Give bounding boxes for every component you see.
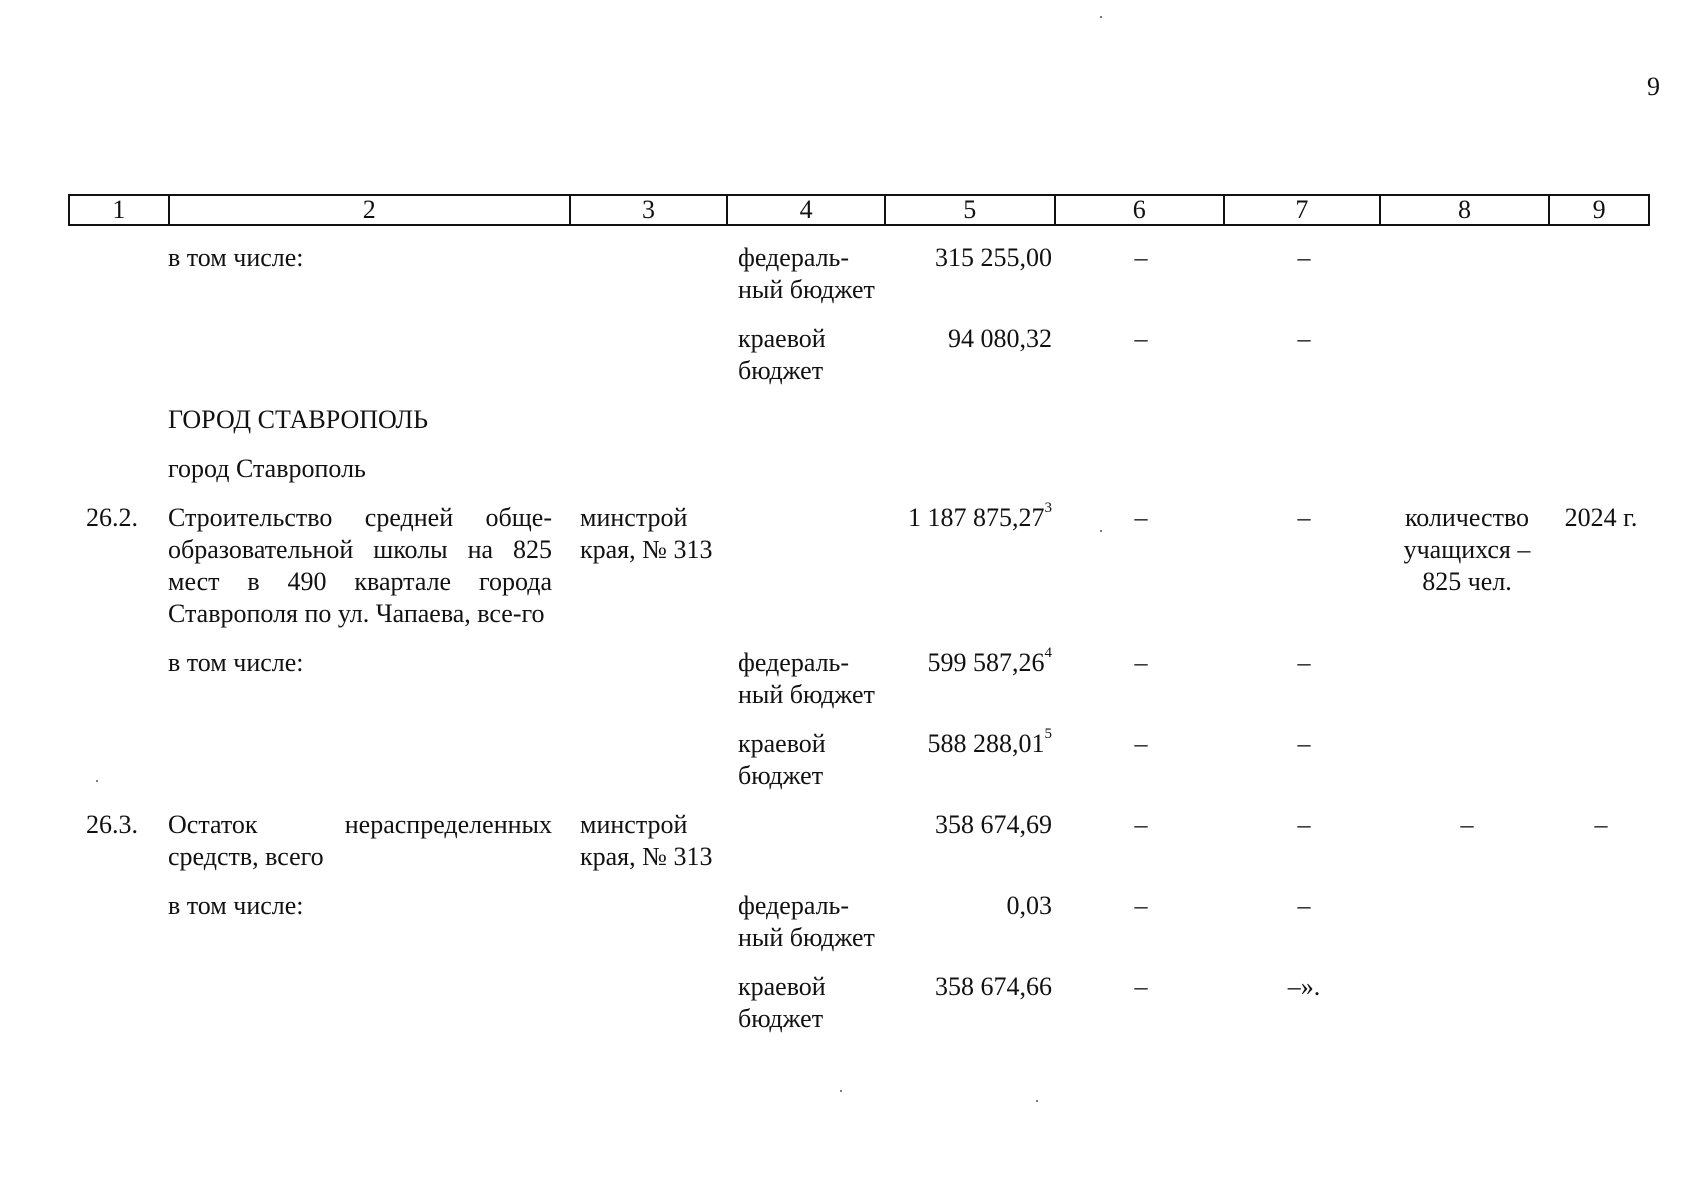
budget-source: краевой бюджет <box>738 324 826 385</box>
footnote-marker: 5 <box>1044 726 1052 743</box>
header-col-9: 9 <box>1592 195 1606 224</box>
budget-source: федераль-ный бюджет <box>738 648 875 709</box>
footnote-marker: 4 <box>1044 645 1052 662</box>
header-col-4: 4 <box>728 196 886 224</box>
col7-value: – <box>1297 810 1311 839</box>
col6-value: – <box>1134 648 1148 677</box>
section-heading-row <box>68 404 1650 436</box>
subsection-heading: город Ставрополь <box>168 454 366 483</box>
item-description: Остаток нераспределенных средств, всего <box>168 810 552 871</box>
header-col-1: 1 <box>70 196 170 224</box>
col6-value: – <box>1134 729 1148 758</box>
amount: 94 080,32 <box>948 324 1052 353</box>
scan-speck <box>1036 1100 1038 1102</box>
scan-speck <box>840 1090 842 1092</box>
table-row <box>68 647 1650 711</box>
col7-value: – <box>1297 729 1311 758</box>
scan-speck <box>1100 530 1102 532</box>
amount: 358 674,69 <box>935 810 1052 839</box>
header-col-6: 6 <box>1056 196 1226 224</box>
amount: 358 674,66 <box>935 972 1052 1001</box>
footnote-marker: 3 <box>1044 500 1052 517</box>
amount: 0,03 <box>1006 891 1052 920</box>
result-indicator: – <box>1460 810 1474 839</box>
table-body <box>68 242 1650 1052</box>
col7-value: – <box>1297 891 1311 920</box>
col7-value: – <box>1297 243 1311 272</box>
col7-value: –». <box>1287 972 1321 1001</box>
col6-value: – <box>1134 810 1148 839</box>
col7-value: – <box>1297 648 1311 677</box>
budget-source: федераль-ный бюджет <box>738 243 875 304</box>
header-col-3: 3 <box>571 196 729 224</box>
subtotal-label: в том числе: <box>168 648 304 677</box>
col6-value: – <box>1134 503 1148 532</box>
budget-source: краевой бюджет <box>738 972 826 1033</box>
subtotal-label: в том числе: <box>168 891 304 920</box>
amount: 588 288,01 <box>927 729 1045 758</box>
item-description: Строительство средней обще-образовательной школы на 825 мест в 490 квартале города Ставрополя по ул. Чапаева, все-го <box>168 503 552 628</box>
header-col-2: 2 <box>170 196 571 224</box>
col6-value: – <box>1134 972 1148 1001</box>
column-number-header <box>68 194 1650 226</box>
amount-cell <box>886 502 1056 630</box>
table-row <box>68 971 1650 1035</box>
table-row <box>68 323 1650 387</box>
item-number: 26.2. <box>86 503 138 532</box>
scan-speck <box>96 780 98 782</box>
amount-cell <box>886 647 1056 711</box>
responsible-body: минстрой края, № 313 <box>580 503 713 564</box>
result-indicator: количество учащихся – 825 чел. <box>1403 503 1531 596</box>
amount: 599 587,26 <box>927 648 1045 677</box>
table-row <box>68 242 1650 306</box>
budget-source: краевой бюджет <box>738 729 826 790</box>
header-col-5: 5 <box>886 196 1056 224</box>
amount-cell <box>886 728 1056 792</box>
col6-value: – <box>1134 891 1148 920</box>
header-col-8: 8 <box>1381 196 1551 224</box>
col7-value: – <box>1297 503 1311 532</box>
responsible-body: минстрой края, № 313 <box>580 810 713 871</box>
subtotal-label: в том числе: <box>168 243 304 272</box>
budget-source: федераль-ный бюджет <box>738 891 875 952</box>
table-row <box>68 809 1650 873</box>
table-row <box>68 728 1650 792</box>
section-heading: ГОРОД СТАВРОПОЛЬ <box>168 405 429 434</box>
amount: 1 187 875,27 <box>908 503 1045 532</box>
subsection-heading-row <box>68 453 1650 485</box>
completion-year: 2024 г. <box>1564 503 1638 532</box>
table-row <box>68 890 1650 954</box>
table-row <box>68 502 1650 630</box>
page-number: 9 <box>1647 72 1660 101</box>
header-col-7: 7 <box>1225 196 1381 224</box>
col6-value: – <box>1134 324 1148 353</box>
col6-value: – <box>1134 243 1148 272</box>
amount: 315 255,00 <box>935 243 1052 272</box>
completion-year: – <box>1594 810 1608 839</box>
scan-speck <box>1100 16 1102 18</box>
item-number: 26.3. <box>86 810 138 839</box>
col7-value: – <box>1297 324 1311 353</box>
